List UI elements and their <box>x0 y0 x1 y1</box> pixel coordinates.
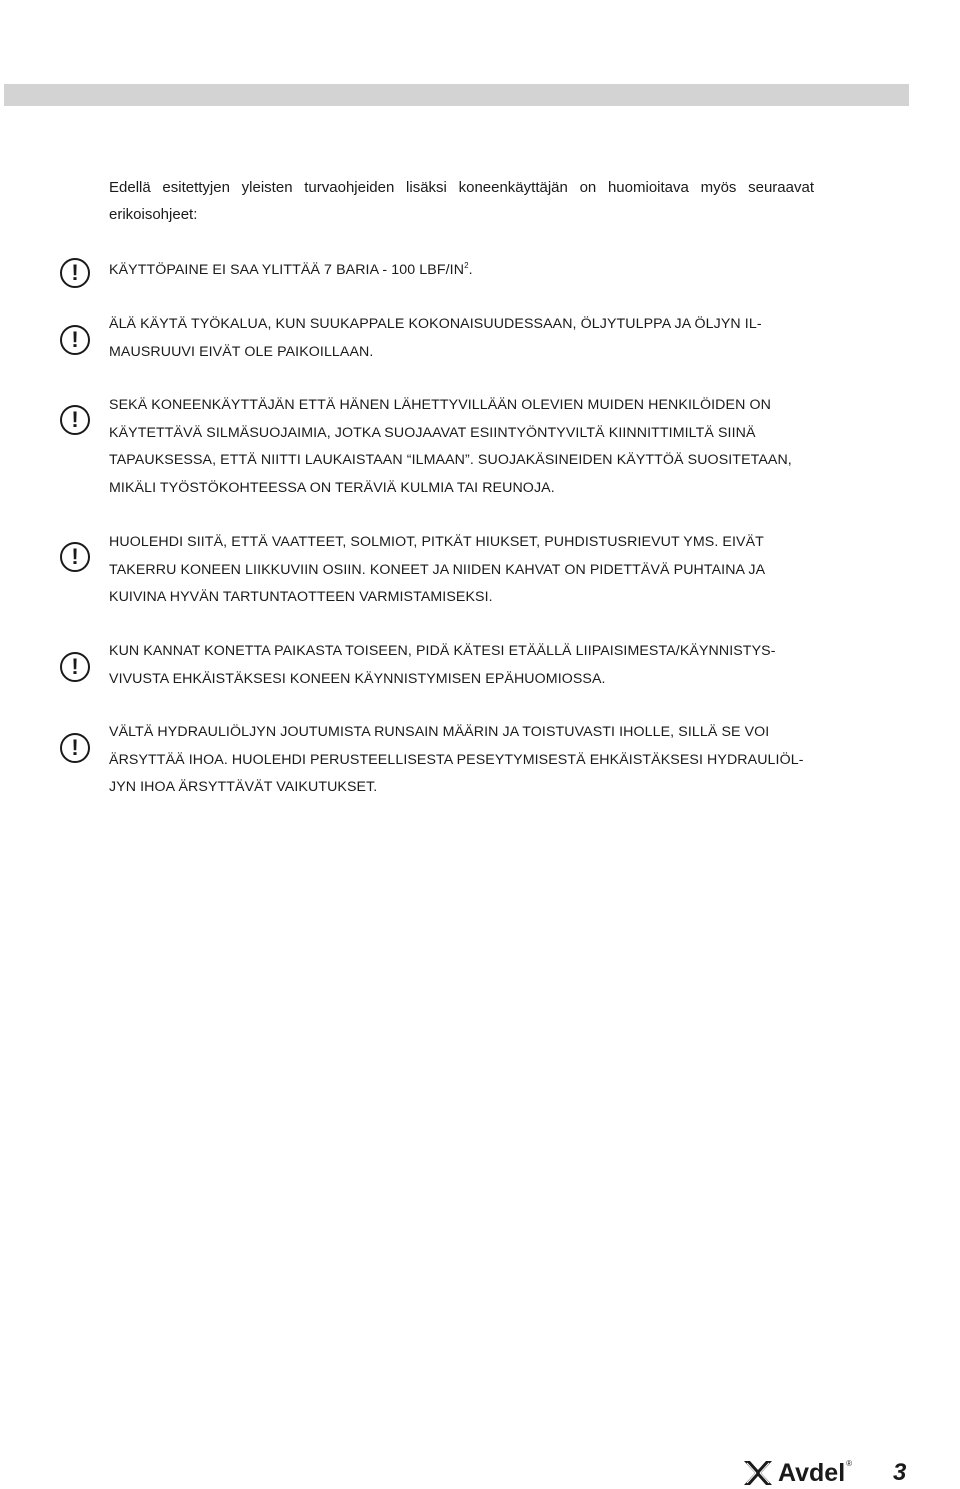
exclamation-circle-icon: ! <box>60 405 90 435</box>
warning-item <box>60 392 820 503</box>
intro-paragraph: Edellä esitettyjen yleisten turvaohjeiden lisäksi koneenkäyttäjän on huomioitava myös seuraavat erikoisohjeet: <box>109 179 814 223</box>
warning-text: ÄLÄ KÄYTÄ TYÖKALUA, KUN SUUKAPPALE KOKONAISUUDESSAAN, ÖLJYTULPPA JA ÖLJYN IL- MAUSRUUVI EIVÄT OLE PAIKOILLAAN. <box>109 316 762 360</box>
warning-item <box>60 638 820 693</box>
warning-text: SEKÄ KONEENKÄYTTÄJÄN ETTÄ HÄNEN LÄHETTYVILLÄÄN OLEVIEN MUIDEN HENKILÖIDEN ON KÄYTETTÄVÄ SILMÄSUOJAIMIA, JOTKA SUOJAAVAT ESIINTYÖNTYVILTÄ KIINNITTIMILTÄ SIINÄ TAPAUKSESSA, ETTÄ NIITTI LAUKAISTAAN “ILMAAN”. SUOJAKÄSINEIDEN KÄYTTÖÄ SUOSITETAAN, MIKÄLI TYÖSTÖKOHTEESSA ON TERÄVIÄ KULMIA TAI REUNOJA. <box>109 397 792 497</box>
warning-item <box>60 529 820 612</box>
warning-text: KUN KANNAT KONETTA PAIKASTA TOISEEN, PIDÄ KÄTESI ETÄÄLLÄ LIIPAISIMESTA/KÄYNNISTYS- VIVUSTA EHKÄISTÄKSESI KONEEN KÄYNNISTYMISEN EPÄHUOMIOSSA. <box>109 643 776 687</box>
avdel-x-mark-icon <box>744 1461 772 1485</box>
warning-item <box>60 719 820 802</box>
exclamation-circle-icon: ! <box>60 733 90 763</box>
warning-text: KÄYTTÖPAINE EI SAA YLITTÄÄ 7 BARIA - 100 LBF/$IN^2$. <box>109 261 473 278</box>
warning-item <box>60 311 820 366</box>
warning-text: VÄLTÄ HYDRAULIÖLJYN JOUTUMISTA RUNSAIN MÄÄRIN JA TOISTUVASTI IHOLLE, SILLÄ SE VOI ÄRSYTTÄÄ IHOA. HUOLEHDI PERUSTEELLISESTA PESEYTYMISESTÄ EHKÄISTÄKSESI HYDRAULIÖL- JYN IHOA ÄRSYTTÄVÄT VAIKUTUKSET. <box>109 724 804 796</box>
header-bar <box>4 84 909 106</box>
page-number: 3 <box>893 1459 907 1486</box>
brand-name: Avdel <box>778 1458 846 1487</box>
warning-text: HUOLEHDI SIITÄ, ETTÄ VAATTEET, SOLMIOT, PITKÄT HIUKSET, PUHDISTUSRIEVUT YMS. EIVÄT TAKERRU KONEEN LIIKKUVIIN OSIIN. KONEET JA NIIDEN KAHVAT ON PIDETTÄVÄ PUHTAINA JA KUIVINA HYVÄN TARTUNTAOTTEEN VARMISTAMISEKSI. <box>109 534 765 606</box>
registered-mark: ® <box>846 1458 853 1468</box>
exclamation-circle-icon: ! <box>60 542 90 572</box>
exclamation-circle-icon: ! <box>60 652 90 682</box>
brand-logo <box>744 1458 852 1488</box>
exclamation-circle-icon: ! <box>60 325 90 355</box>
exclamation-circle-icon: ! <box>60 258 90 288</box>
warning-item <box>60 257 820 285</box>
unit-superscript: 2 <box>464 261 469 270</box>
